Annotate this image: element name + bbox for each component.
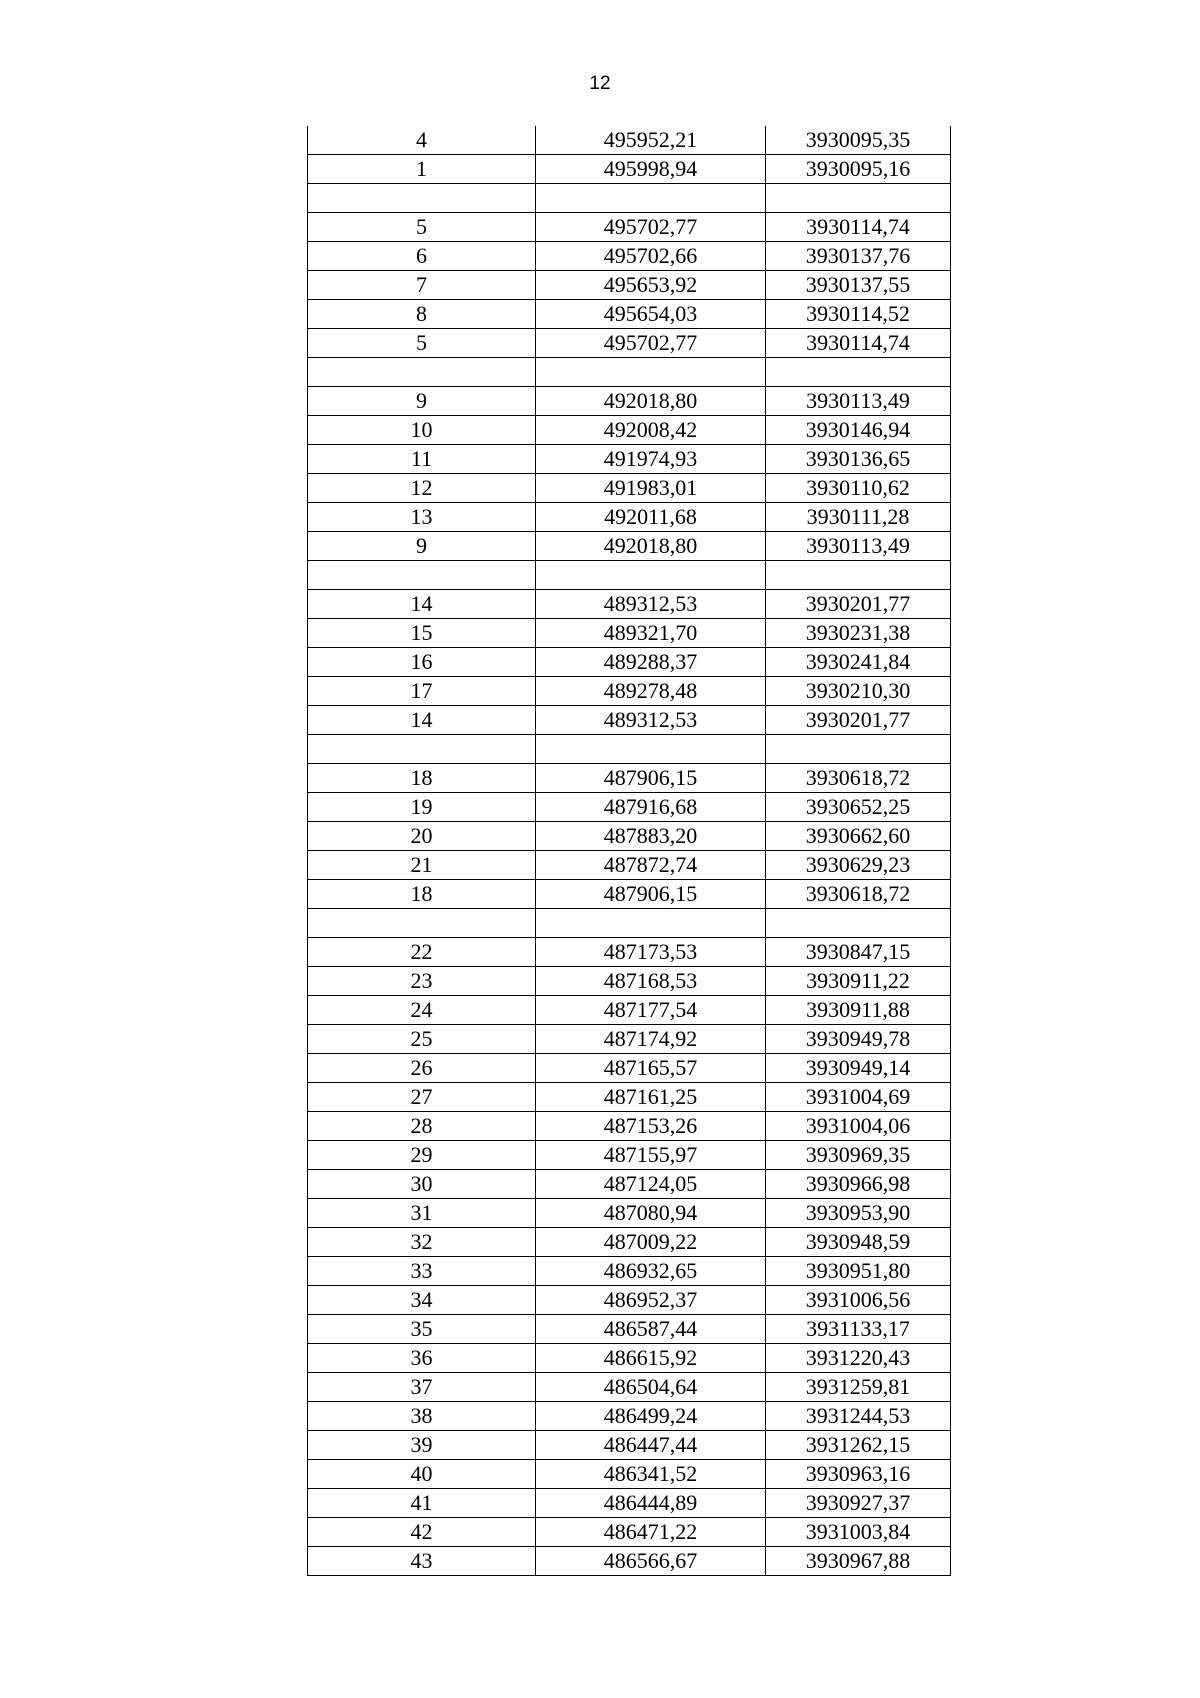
x-coordinate-cell: 487906,15 bbox=[536, 764, 766, 793]
table-row bbox=[308, 619, 951, 648]
table-row bbox=[308, 967, 951, 996]
table-row bbox=[308, 213, 951, 242]
y-coordinate-cell: 3930652,25 bbox=[766, 793, 951, 822]
point-number-cell bbox=[308, 184, 536, 213]
x-coordinate-cell: 487165,57 bbox=[536, 1054, 766, 1083]
point-number-cell: 5 bbox=[308, 213, 536, 242]
y-coordinate-cell: 3931244,53 bbox=[766, 1402, 951, 1431]
x-coordinate-cell: 495653,92 bbox=[536, 271, 766, 300]
point-number-cell: 41 bbox=[308, 1489, 536, 1518]
x-coordinate-cell: 487161,25 bbox=[536, 1083, 766, 1112]
y-coordinate-cell: 3931259,81 bbox=[766, 1373, 951, 1402]
table-row bbox=[308, 648, 951, 677]
y-coordinate-cell: 3930911,22 bbox=[766, 967, 951, 996]
table-row bbox=[308, 126, 951, 155]
x-coordinate-cell: 487173,53 bbox=[536, 938, 766, 967]
point-number-cell: 31 bbox=[308, 1199, 536, 1228]
y-coordinate-cell: 3931262,15 bbox=[766, 1431, 951, 1460]
point-number-cell: 8 bbox=[308, 300, 536, 329]
y-coordinate-cell: 3930111,28 bbox=[766, 503, 951, 532]
y-coordinate-cell: 3931004,69 bbox=[766, 1083, 951, 1112]
x-coordinate-cell: 487906,15 bbox=[536, 880, 766, 909]
table-row bbox=[308, 416, 951, 445]
point-number-cell: 26 bbox=[308, 1054, 536, 1083]
y-coordinate-cell: 3930951,80 bbox=[766, 1257, 951, 1286]
x-coordinate-cell: 487124,05 bbox=[536, 1170, 766, 1199]
table-row bbox=[308, 1141, 951, 1170]
point-number-cell: 18 bbox=[308, 764, 536, 793]
table-row bbox=[308, 1402, 951, 1431]
point-number-cell: 22 bbox=[308, 938, 536, 967]
y-coordinate-cell: 3930201,77 bbox=[766, 706, 951, 735]
x-coordinate-cell: 491983,01 bbox=[536, 474, 766, 503]
table-row bbox=[308, 706, 951, 735]
x-coordinate-cell: 486444,89 bbox=[536, 1489, 766, 1518]
y-coordinate-cell: 3930201,77 bbox=[766, 590, 951, 619]
x-coordinate-cell: 489312,53 bbox=[536, 590, 766, 619]
table-row bbox=[308, 1460, 951, 1489]
table-row bbox=[308, 1286, 951, 1315]
point-number-cell: 36 bbox=[308, 1344, 536, 1373]
x-coordinate-cell: 495702,77 bbox=[536, 329, 766, 358]
point-number-cell bbox=[308, 358, 536, 387]
x-coordinate-cell: 489312,53 bbox=[536, 706, 766, 735]
x-coordinate-cell: 486499,24 bbox=[536, 1402, 766, 1431]
x-coordinate-cell bbox=[536, 561, 766, 590]
y-coordinate-cell: 3930136,65 bbox=[766, 445, 951, 474]
y-coordinate-cell: 3931003,84 bbox=[766, 1518, 951, 1547]
separator-row bbox=[308, 561, 951, 590]
y-coordinate-cell: 3930948,59 bbox=[766, 1228, 951, 1257]
x-coordinate-cell: 487177,54 bbox=[536, 996, 766, 1025]
y-coordinate-cell bbox=[766, 561, 951, 590]
table-row bbox=[308, 996, 951, 1025]
point-number-cell: 11 bbox=[308, 445, 536, 474]
y-coordinate-cell: 3930949,14 bbox=[766, 1054, 951, 1083]
x-coordinate-cell: 495654,03 bbox=[536, 300, 766, 329]
table-row bbox=[308, 1344, 951, 1373]
y-coordinate-cell: 3930110,62 bbox=[766, 474, 951, 503]
x-coordinate-cell: 487080,94 bbox=[536, 1199, 766, 1228]
point-number-cell: 34 bbox=[308, 1286, 536, 1315]
x-coordinate-cell: 492018,80 bbox=[536, 532, 766, 561]
y-coordinate-cell: 3930953,90 bbox=[766, 1199, 951, 1228]
y-coordinate-cell: 3930095,35 bbox=[766, 126, 951, 155]
table-row bbox=[308, 1518, 951, 1547]
point-number-cell: 40 bbox=[308, 1460, 536, 1489]
table-row bbox=[308, 1025, 951, 1054]
y-coordinate-cell: 3931006,56 bbox=[766, 1286, 951, 1315]
x-coordinate-cell: 486566,67 bbox=[536, 1547, 766, 1576]
x-coordinate-cell bbox=[536, 735, 766, 764]
point-number-cell bbox=[308, 735, 536, 764]
x-coordinate-cell: 486587,44 bbox=[536, 1315, 766, 1344]
y-coordinate-cell: 3930927,37 bbox=[766, 1489, 951, 1518]
y-coordinate-cell: 3930210,30 bbox=[766, 677, 951, 706]
y-coordinate-cell: 3931133,17 bbox=[766, 1315, 951, 1344]
y-coordinate-cell bbox=[766, 909, 951, 938]
point-number-cell: 30 bbox=[308, 1170, 536, 1199]
x-coordinate-cell: 487009,22 bbox=[536, 1228, 766, 1257]
y-coordinate-cell: 3930963,16 bbox=[766, 1460, 951, 1489]
table-row bbox=[308, 793, 951, 822]
table-row bbox=[308, 938, 951, 967]
x-coordinate-cell: 486341,52 bbox=[536, 1460, 766, 1489]
point-number-cell: 17 bbox=[308, 677, 536, 706]
x-coordinate-cell: 486504,64 bbox=[536, 1373, 766, 1402]
page-number: 12 bbox=[589, 73, 611, 94]
y-coordinate-cell: 3931004,06 bbox=[766, 1112, 951, 1141]
y-coordinate-cell: 3930114,52 bbox=[766, 300, 951, 329]
table-row bbox=[308, 1228, 951, 1257]
y-coordinate-cell: 3930618,72 bbox=[766, 764, 951, 793]
point-number-cell: 5 bbox=[308, 329, 536, 358]
x-coordinate-cell bbox=[536, 909, 766, 938]
point-number-cell: 37 bbox=[308, 1373, 536, 1402]
y-coordinate-cell: 3931220,43 bbox=[766, 1344, 951, 1373]
point-number-cell: 13 bbox=[308, 503, 536, 532]
point-number-cell: 42 bbox=[308, 1518, 536, 1547]
x-coordinate-cell: 489278,48 bbox=[536, 677, 766, 706]
point-number-cell: 6 bbox=[308, 242, 536, 271]
x-coordinate-cell: 495998,94 bbox=[536, 155, 766, 184]
x-coordinate-cell: 489321,70 bbox=[536, 619, 766, 648]
y-coordinate-cell: 3930618,72 bbox=[766, 880, 951, 909]
table-row bbox=[308, 590, 951, 619]
separator-row bbox=[308, 358, 951, 387]
x-coordinate-cell: 487153,26 bbox=[536, 1112, 766, 1141]
y-coordinate-cell: 3930113,49 bbox=[766, 387, 951, 416]
table-row bbox=[308, 1054, 951, 1083]
point-number-cell: 38 bbox=[308, 1402, 536, 1431]
y-coordinate-cell: 3930241,84 bbox=[766, 648, 951, 677]
y-coordinate-cell: 3930629,23 bbox=[766, 851, 951, 880]
table-row bbox=[308, 271, 951, 300]
x-coordinate-cell: 487168,53 bbox=[536, 967, 766, 996]
point-number-cell: 32 bbox=[308, 1228, 536, 1257]
table-row bbox=[308, 880, 951, 909]
point-number-cell: 15 bbox=[308, 619, 536, 648]
table-row bbox=[308, 1170, 951, 1199]
y-coordinate-cell: 3930967,88 bbox=[766, 1547, 951, 1576]
y-coordinate-cell: 3930966,98 bbox=[766, 1170, 951, 1199]
table-row bbox=[308, 242, 951, 271]
table-row bbox=[308, 445, 951, 474]
table-row bbox=[308, 155, 951, 184]
x-coordinate-cell: 492018,80 bbox=[536, 387, 766, 416]
x-coordinate-cell: 492011,68 bbox=[536, 503, 766, 532]
table-row bbox=[308, 387, 951, 416]
y-coordinate-cell: 3930146,94 bbox=[766, 416, 951, 445]
table-row bbox=[308, 1431, 951, 1460]
table-row bbox=[308, 532, 951, 561]
table-row bbox=[308, 503, 951, 532]
table-row bbox=[308, 1547, 951, 1576]
x-coordinate-cell: 495952,21 bbox=[536, 126, 766, 155]
separator-row bbox=[308, 184, 951, 213]
point-number-cell: 16 bbox=[308, 648, 536, 677]
x-coordinate-cell: 487872,74 bbox=[536, 851, 766, 880]
point-number-cell: 21 bbox=[308, 851, 536, 880]
table-row bbox=[308, 1315, 951, 1344]
separator-row bbox=[308, 735, 951, 764]
table-row bbox=[308, 677, 951, 706]
y-coordinate-cell bbox=[766, 358, 951, 387]
y-coordinate-cell bbox=[766, 735, 951, 764]
y-coordinate-cell: 3930113,49 bbox=[766, 532, 951, 561]
point-number-cell: 12 bbox=[308, 474, 536, 503]
point-number-cell: 28 bbox=[308, 1112, 536, 1141]
point-number-cell: 19 bbox=[308, 793, 536, 822]
point-number-cell: 14 bbox=[308, 706, 536, 735]
point-number-cell: 39 bbox=[308, 1431, 536, 1460]
point-number-cell: 29 bbox=[308, 1141, 536, 1170]
y-coordinate-cell: 3930911,88 bbox=[766, 996, 951, 1025]
x-coordinate-cell: 486471,22 bbox=[536, 1518, 766, 1547]
y-coordinate-cell: 3930114,74 bbox=[766, 329, 951, 358]
point-number-cell: 43 bbox=[308, 1547, 536, 1576]
y-coordinate-cell: 3930114,74 bbox=[766, 213, 951, 242]
table-row bbox=[308, 474, 951, 503]
y-coordinate-cell: 3930137,76 bbox=[766, 242, 951, 271]
y-coordinate-cell: 3930231,38 bbox=[766, 619, 951, 648]
table-row bbox=[308, 1199, 951, 1228]
y-coordinate-cell bbox=[766, 184, 951, 213]
coordinates-table bbox=[307, 126, 951, 1576]
point-number-cell bbox=[308, 909, 536, 938]
y-coordinate-cell: 3930847,15 bbox=[766, 938, 951, 967]
point-number-cell: 7 bbox=[308, 271, 536, 300]
table-row bbox=[308, 1083, 951, 1112]
table-row bbox=[308, 329, 951, 358]
x-coordinate-cell: 486952,37 bbox=[536, 1286, 766, 1315]
point-number-cell bbox=[308, 561, 536, 590]
point-number-cell: 24 bbox=[308, 996, 536, 1025]
x-coordinate-cell: 486615,92 bbox=[536, 1344, 766, 1373]
point-number-cell: 35 bbox=[308, 1315, 536, 1344]
point-number-cell: 18 bbox=[308, 880, 536, 909]
x-coordinate-cell: 492008,42 bbox=[536, 416, 766, 445]
table-row bbox=[308, 764, 951, 793]
x-coordinate-cell: 486932,65 bbox=[536, 1257, 766, 1286]
x-coordinate-cell: 491974,93 bbox=[536, 445, 766, 474]
point-number-cell: 33 bbox=[308, 1257, 536, 1286]
table-row bbox=[308, 1373, 951, 1402]
table-row bbox=[308, 300, 951, 329]
x-coordinate-cell: 487155,97 bbox=[536, 1141, 766, 1170]
table-row bbox=[308, 822, 951, 851]
point-number-cell: 9 bbox=[308, 387, 536, 416]
x-coordinate-cell: 495702,77 bbox=[536, 213, 766, 242]
y-coordinate-cell: 3930662,60 bbox=[766, 822, 951, 851]
y-coordinate-cell: 3930969,35 bbox=[766, 1141, 951, 1170]
x-coordinate-cell: 486447,44 bbox=[536, 1431, 766, 1460]
x-coordinate-cell: 489288,37 bbox=[536, 648, 766, 677]
point-number-cell: 23 bbox=[308, 967, 536, 996]
point-number-cell: 9 bbox=[308, 532, 536, 561]
x-coordinate-cell: 487174,92 bbox=[536, 1025, 766, 1054]
table-row bbox=[308, 1489, 951, 1518]
point-number-cell: 4 bbox=[308, 126, 536, 155]
x-coordinate-cell bbox=[536, 184, 766, 213]
point-number-cell: 10 bbox=[308, 416, 536, 445]
x-coordinate-cell: 487883,20 bbox=[536, 822, 766, 851]
point-number-cell: 27 bbox=[308, 1083, 536, 1112]
table-row bbox=[308, 1112, 951, 1141]
y-coordinate-cell: 3930095,16 bbox=[766, 155, 951, 184]
y-coordinate-cell: 3930137,55 bbox=[766, 271, 951, 300]
coordinates-table-body bbox=[308, 126, 951, 1576]
x-coordinate-cell: 487916,68 bbox=[536, 793, 766, 822]
separator-row bbox=[308, 909, 951, 938]
table-row bbox=[308, 851, 951, 880]
x-coordinate-cell bbox=[536, 358, 766, 387]
table-row bbox=[308, 1257, 951, 1286]
point-number-cell: 20 bbox=[308, 822, 536, 851]
point-number-cell: 1 bbox=[308, 155, 536, 184]
y-coordinate-cell: 3930949,78 bbox=[766, 1025, 951, 1054]
point-number-cell: 14 bbox=[308, 590, 536, 619]
x-coordinate-cell: 495702,66 bbox=[536, 242, 766, 271]
point-number-cell: 25 bbox=[308, 1025, 536, 1054]
